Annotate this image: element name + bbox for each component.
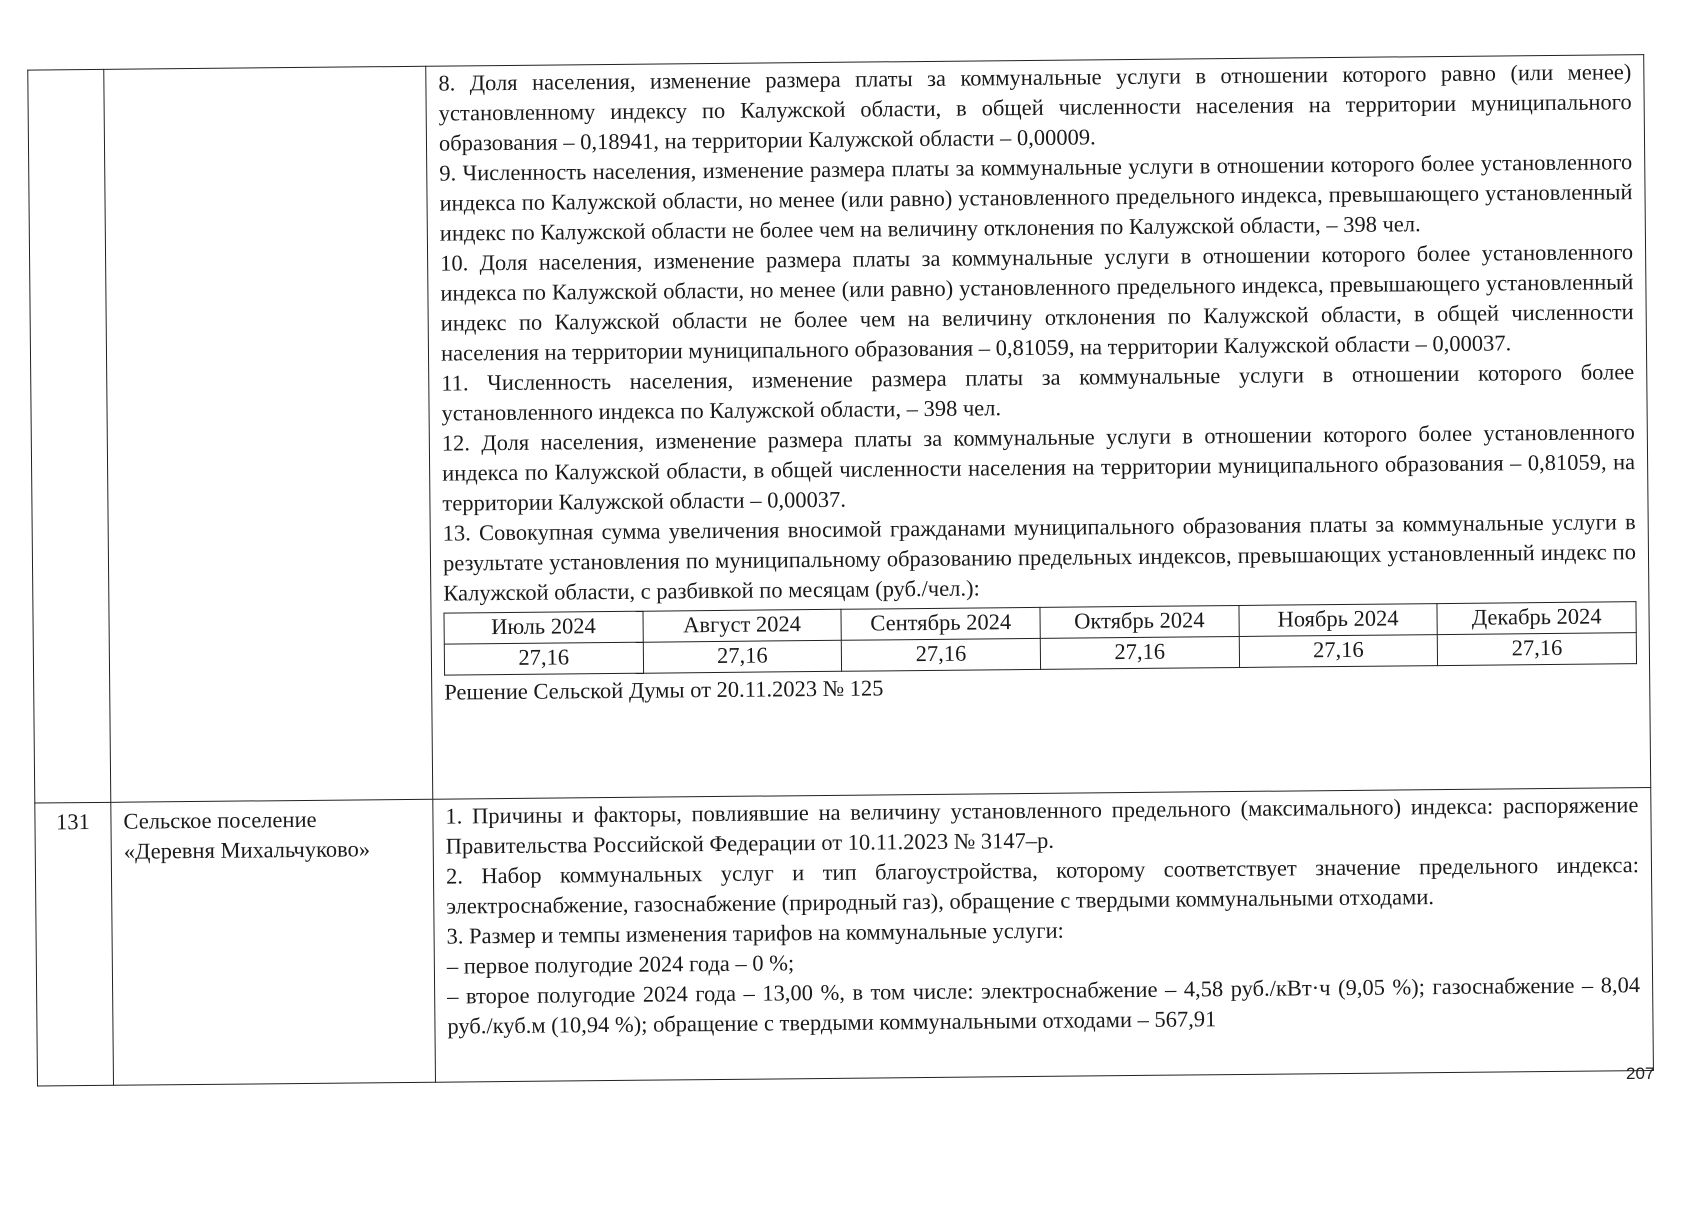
indicator-item: – первое полугодие 2024 года – 0 %; xyxy=(446,950,795,979)
month-header: Октябрь 2024 xyxy=(1040,605,1239,638)
month-header: Ноябрь 2024 xyxy=(1239,604,1438,637)
indicator-item: 10. Доля населения, изменение размера платы за коммунальные услуги в отношении которого более установленного индекса по Калужской области, но менее (или равно) установленного предельного индекса, превышающего установленный индекс по Калужской области не более чем на величину отклонения по Калужской области, в общей численности населения на территории муниципального образования – 0,81059, на территории Калужской области – 0,00037. xyxy=(440,239,1634,366)
month-header: Июль 2024 xyxy=(444,611,643,644)
main-table xyxy=(27,54,1654,1086)
month-value: 27,16 xyxy=(1040,636,1239,669)
decision-reference: Решение Сельской Думы от 20.11.2023 № 125 xyxy=(444,675,884,705)
indicator-item: – второе полугодие 2024 года – 13,00 %, в том числе: электроснабжение – 4,58 руб./кВт·ч (9,05 %); газоснабжение – 8,04 руб./куб.м (10,94 %); обращение с твердыми коммунальными отходами – 567,91 xyxy=(447,972,1641,1039)
indicators-cell xyxy=(426,55,1651,800)
indicator-item: 12. Доля населения, изменение размера платы за коммунальные услуги в отношении которого более установленного индекса по Калужской области, в общей численности населения на территории муниципального образования – 0,81059, на территории Калужской области – 0,00037. xyxy=(441,419,1636,516)
indicator-item: 9. Численность населения, изменение размера платы за коммунальные услуги в отношении которого более установленного индекса по Калужской области, но менее (или равно) установленного предельного индекса, превышающего установленный индекс по Калужской области не более чем на величину отклонения по Калужской области, – 398 чел. xyxy=(439,149,1633,246)
table-row xyxy=(35,788,1654,1086)
municipality-name-cell xyxy=(111,799,436,1085)
indicators-cell xyxy=(433,788,1654,1083)
municipality-name-line: Сельское поселение xyxy=(123,806,317,834)
month-value: 27,16 xyxy=(1438,633,1637,666)
month-header: Декабрь 2024 xyxy=(1437,602,1636,635)
indicator-item: 11. Численность населения, изменение размера платы за коммунальные услуги в отношении которого более установленного индекса по Калужской области, – 398 чел. xyxy=(441,359,1635,426)
month-value: 27,16 xyxy=(643,640,842,673)
municipality-name-line: «Деревня Михальчуково» xyxy=(123,836,371,864)
indicator-item: 2. Набор коммунальных услуг и тип благоустройства, которому соответствует значение предельного индекса: электроснабжение, газоснабжение (природный газ), обращение с твердыми коммунальными отходами. xyxy=(445,852,1640,919)
indicator-item: 1. Причины и факторы, повлиявшие на величину установленного предельного (максимального) индекса: распоряжение Правительства Российской Федерации от 10.11.2023 № 3147–р. xyxy=(445,792,1639,859)
indicator-item: 13. Совокупная сумма увеличения вносимой гражданами муниципального образования платы за коммунальные услуги в результате установления по муниципальному образованию предельных индексов, превышающих установленный индекс по Калужской области, с разбивкой по месяцам (руб./чел.): xyxy=(442,509,1637,606)
month-value: 27,16 xyxy=(1239,635,1438,668)
month-value: 27,16 xyxy=(444,642,643,675)
month-header: Сентябрь 2024 xyxy=(841,607,1040,640)
monthly-amounts-table xyxy=(443,601,1637,675)
month-header: Август 2024 xyxy=(643,609,842,642)
indicator-item: 8. Доля населения, изменение размера платы за коммунальные услуги в отношении которого равно (или менее) установленному индексу по Калужской области, в общей численности населения на территории муниципального образования – 0,18941, на территории Калужской области – 0,00009. xyxy=(438,59,1632,156)
indicator-item: 3. Размер и темпы изменения тарифов на коммунальные услуги: xyxy=(446,917,1064,949)
month-value: 27,16 xyxy=(842,638,1041,671)
row-number-cell: 131 xyxy=(35,802,114,1086)
page-number: 207 xyxy=(1626,1064,1655,1083)
municipality-name-cell xyxy=(104,66,433,802)
row-number-cell xyxy=(28,69,111,803)
table-row xyxy=(28,55,1651,803)
